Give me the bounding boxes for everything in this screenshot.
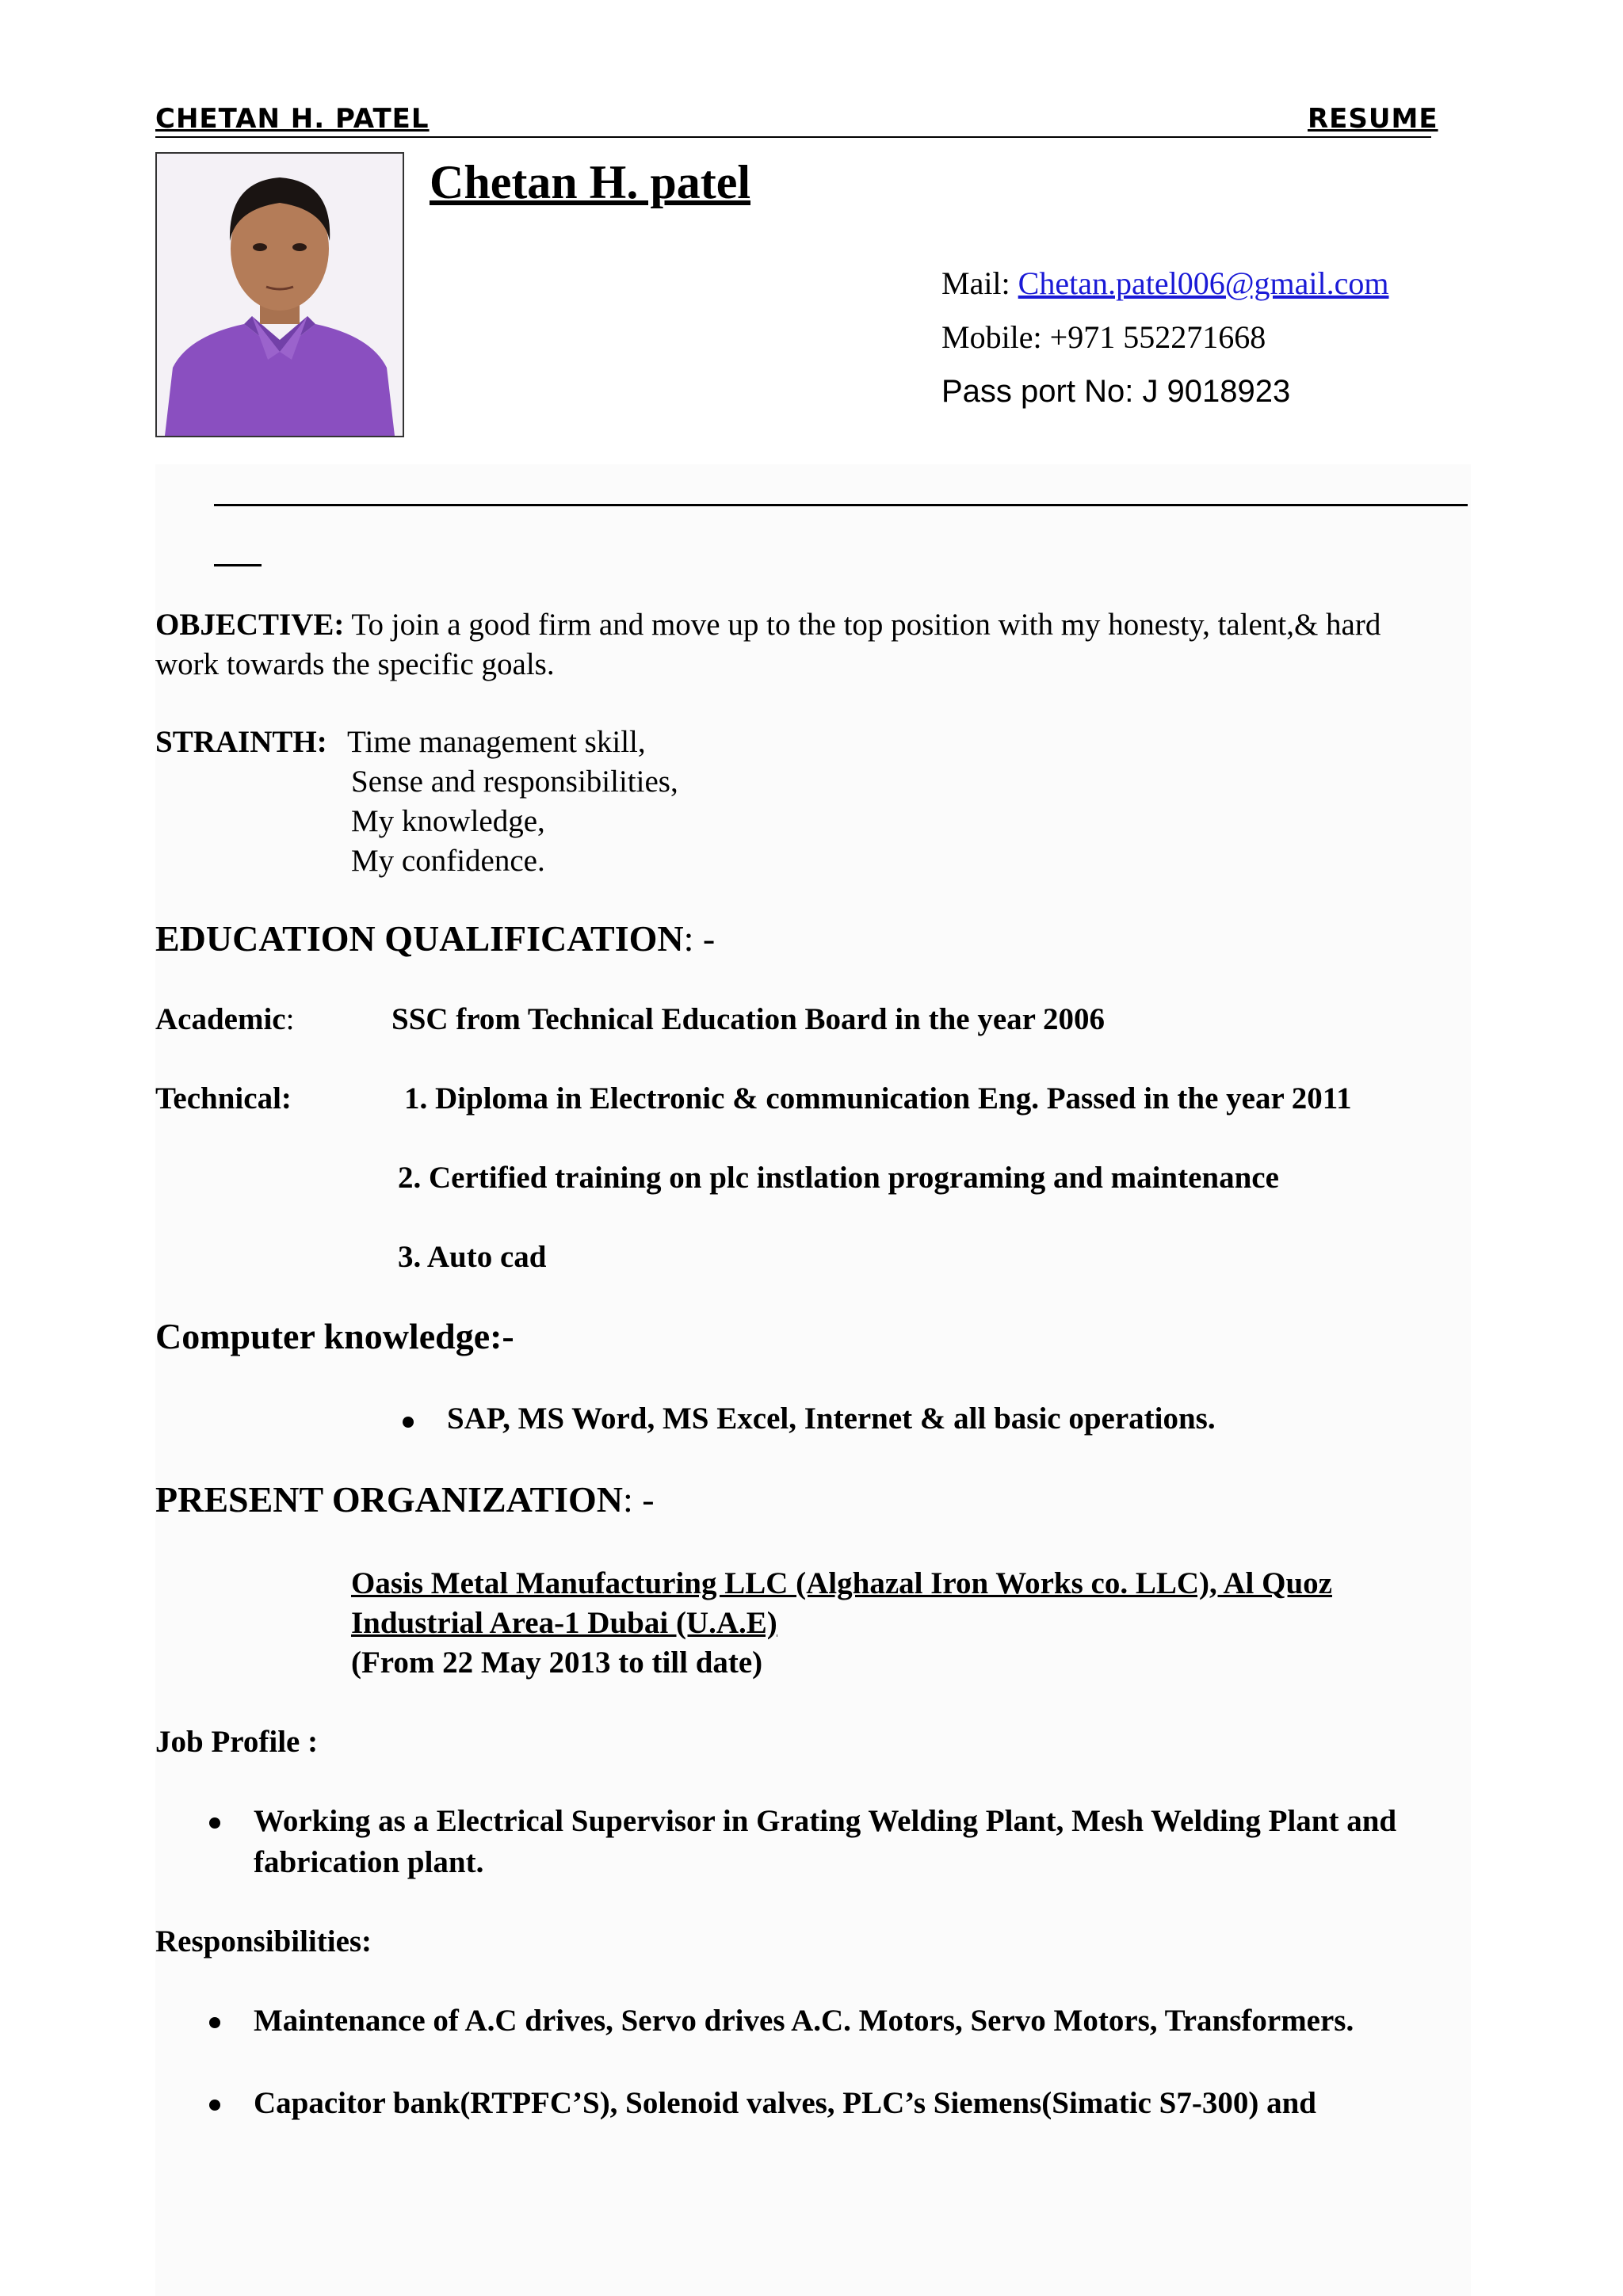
organization-name-line-2: Industrial Area-1 Dubai (U.A.E) [351, 1606, 777, 1640]
strength-item: My confidence. [351, 844, 545, 878]
job-profile-line-1: Working as a Electrical Supervisor in Grating Welding Plant, Mesh Welding Plant and [254, 1804, 1397, 1838]
organization-period: (From 22 May 2013 to till date) [351, 1646, 763, 1680]
organization-title: PRESENT ORGANIZATION [155, 1479, 624, 1520]
strength-item: My knowledge, [351, 804, 545, 838]
technical-item: 1. Diploma in Electronic & communication Eng. Passed in the year 2011 [404, 1081, 1352, 1116]
responsibilities-label: Responsibilities: [155, 1924, 372, 1958]
strength-item: Sense and responsibilities, [351, 765, 678, 799]
academic-item: SSC from Technical Education Board in the year 2006 [391, 1002, 1105, 1036]
separator-rule [214, 504, 1468, 506]
job-profile-label: Job Profile : [155, 1725, 319, 1759]
computer-heading: Computer knowledge:- [155, 1316, 514, 1356]
responsibility-item: Maintenance of A.C drives, Servo drives A.C. Motors, Servo Motors, Transformers. [254, 2004, 1354, 2038]
header-rule [155, 136, 1431, 138]
technical-item: 2. Certified training on plc instlation programing and maintenance [398, 1161, 1279, 1195]
header-resume: RESUME [1308, 103, 1438, 135]
profile-photo [155, 152, 404, 437]
academic-colon: : [285, 1002, 295, 1036]
mobile-line: Mobile: +971 552271668 [941, 319, 1266, 355]
mail-label: Mail: [941, 265, 1018, 301]
bullet-icon [209, 2100, 220, 2111]
computer-item: SAP, MS Word, MS Excel, Internet & all basic operations. [447, 1402, 1216, 1436]
objective-text: To join a good firm and move up to the top position with my honesty, talent,& hard [344, 608, 1381, 642]
candidate-name: Chetan H. patel [430, 156, 750, 208]
education-title-suffix: : - [683, 918, 716, 959]
education-heading [155, 917, 715, 959]
objective-line-1 [155, 605, 1381, 645]
mail-line [941, 265, 1389, 302]
separator-rule-short [214, 564, 262, 566]
header-name: CHETAN H. PATEL [155, 103, 430, 135]
organization-title-suffix: : - [623, 1479, 655, 1520]
academic-label-line [155, 1001, 294, 1037]
email-link[interactable]: Chetan.patel006@gmail.com [1018, 265, 1389, 301]
organization-name-line-1: Oasis Metal Manufacturing LLC (Alghazal Iron Works co. LLC), Al Quoz [351, 1566, 1332, 1600]
passport-line: Pass port No: J 9018923 [941, 374, 1291, 409]
objective-label: OBJECTIVE: [155, 608, 345, 642]
responsibility-item: Capacitor bank(RTPFC’S), Solenoid valves, PLC’s Siemens(Simatic S7-300) and [254, 2086, 1316, 2120]
bullet-icon [209, 2017, 220, 2028]
objective-line-2: work towards the specific goals. [155, 647, 555, 681]
strength-label: STRAINTH: [155, 725, 327, 759]
strength-item: Time management skill, [347, 725, 646, 759]
organization-heading [155, 1478, 655, 1520]
technical-label: Technical: [155, 1081, 292, 1116]
bullet-icon [209, 1817, 220, 1829]
job-profile-line-2: fabrication plant. [254, 1845, 484, 1879]
technical-item: 3. Auto cad [398, 1240, 547, 1274]
academic-label: Academic [155, 1002, 286, 1036]
education-title: EDUCATION QUALIFICATION [155, 918, 684, 959]
bullet-icon [403, 1417, 414, 1428]
